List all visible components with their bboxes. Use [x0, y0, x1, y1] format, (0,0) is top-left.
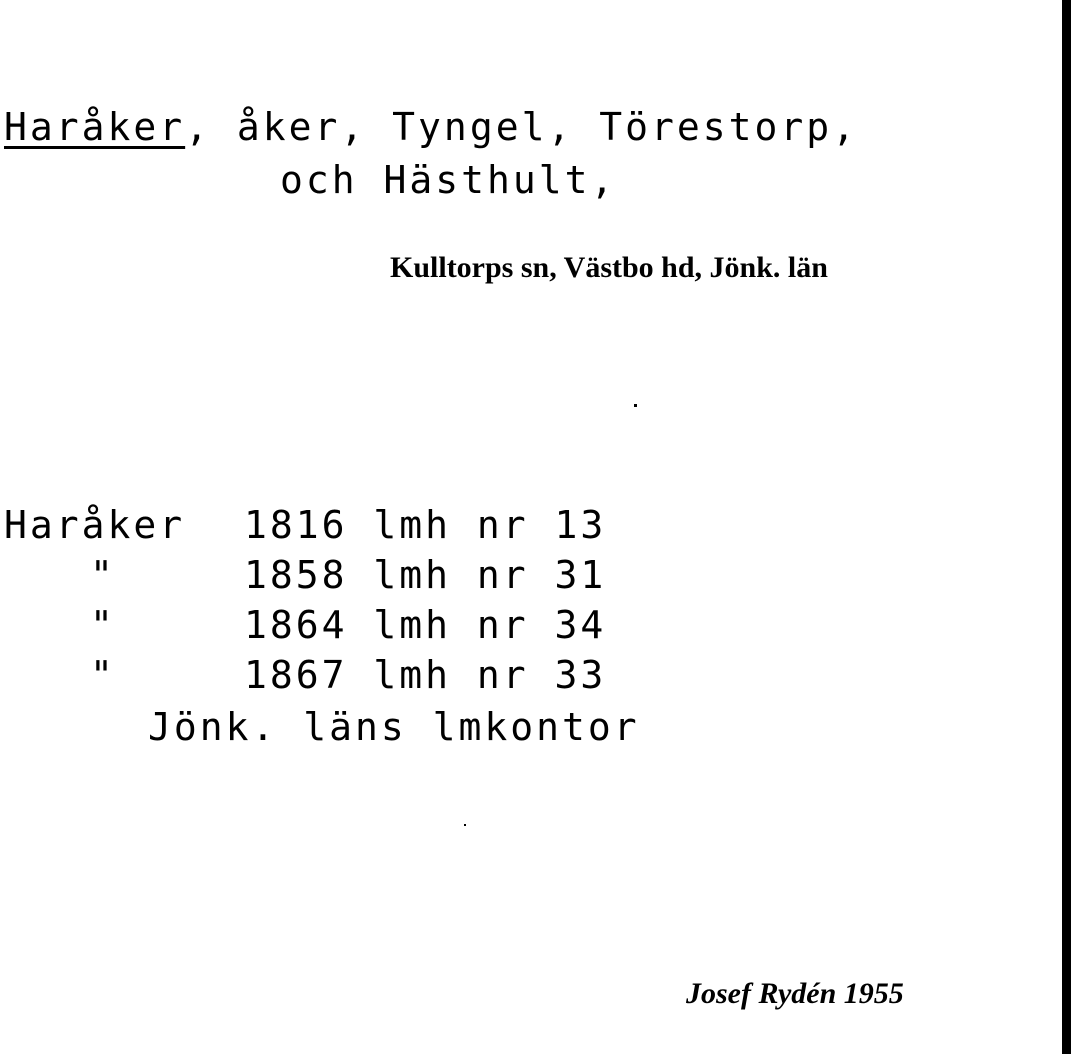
record-year: 1858: [244, 553, 348, 597]
record-year: 1867: [244, 653, 348, 697]
record-row: [4, 550, 606, 600]
location-line: Kulltorps sn, Västbo hd, Jönk. län: [390, 251, 828, 284]
records-list: [4, 500, 606, 700]
heading-rest: , åker, Tyngel, Törestorp,: [185, 105, 858, 149]
speck-mark: [634, 404, 637, 407]
heading-line-1: [4, 102, 858, 152]
card-edge-border: [1062, 0, 1071, 1054]
record-year: 1864: [244, 603, 348, 647]
record-ditto: ": [90, 603, 116, 647]
record-ditto: ": [90, 653, 116, 697]
record-year: 1816: [244, 503, 348, 547]
heading-line-2: och Hästhult,: [280, 158, 617, 202]
record-text: lmh nr 13: [373, 503, 607, 547]
record-text: lmh nr 31: [373, 553, 607, 597]
record-text: lmh nr 33: [373, 653, 607, 697]
speck-mark: [464, 824, 466, 826]
record-row: [4, 600, 606, 650]
record-text: lmh nr 34: [373, 603, 607, 647]
record-row: [4, 650, 606, 700]
record-row: [4, 500, 606, 550]
office-line: Jönk. läns lmkontor: [148, 705, 640, 749]
record-name: Haråker: [4, 503, 186, 547]
heading-main-name: Haråker: [4, 105, 186, 149]
signature: Josef Rydén 1955: [686, 977, 904, 1010]
record-ditto: ": [90, 553, 116, 597]
